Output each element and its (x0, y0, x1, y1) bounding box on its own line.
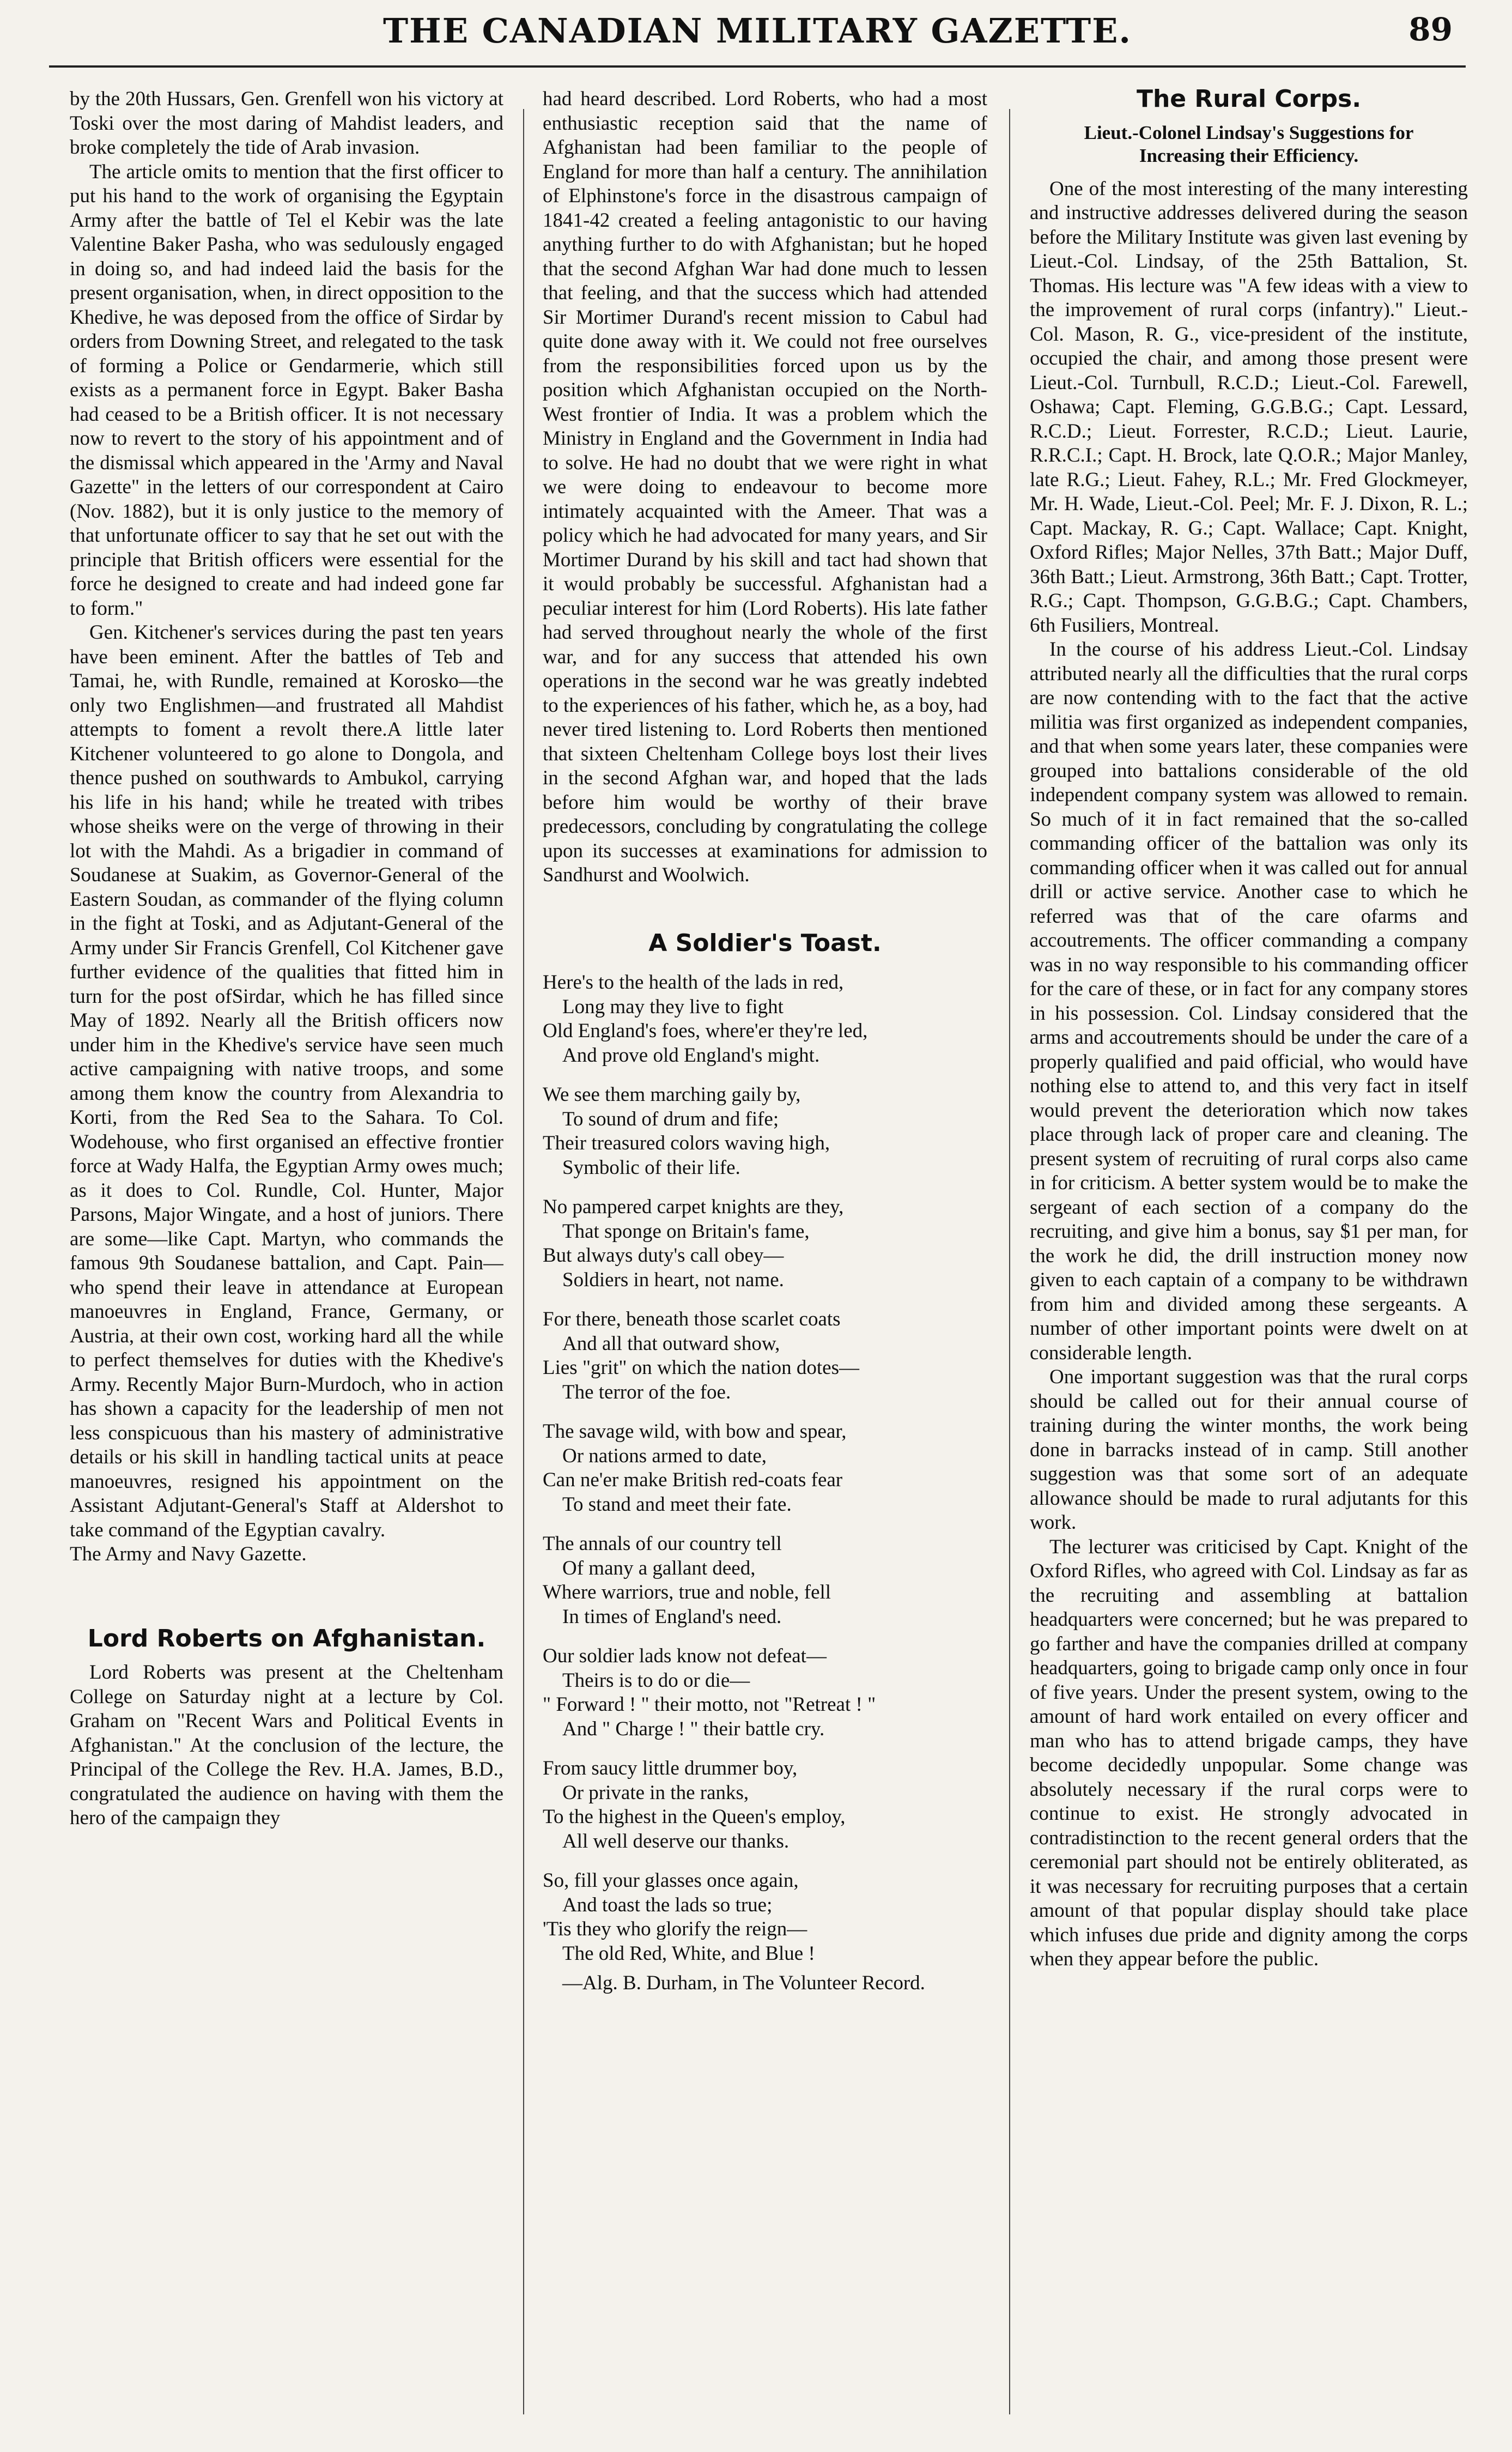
paragraph: The lecturer was criticised by Capt. Knight of the Oxford Rifles, who agreed with Col. Lindsay as far as the recruiting and assembling at battalion headquarters were concerned; but he was prepared to go farther and have the companies drilled at company headquarters, going to brigade camp only once in four of five years. Under the present system, owing to the amount of hard work entailed on every officer and man who has to attend brigade camps, they have become decidedly unpopular. Some change was absolutely necessary if the rural corps were to continue to exist. He strongly advocated in contradistinction to the recent general orders that the ceremonial part should not be entirely obliterated, as it was necessary for recruiting purposes that a certain amount of that popular display should take place which infuses due pride and dignity among the corps when they appear before the public. (1030, 1535, 1468, 1970)
poem-line: And all that outward show, (562, 1332, 780, 1355)
poem-line: To the highest in the Queen's employ, (543, 1806, 846, 1828)
poem-line: Lies "grit" on which the nation dotes— (543, 1357, 859, 1379)
page-number: 89 (1408, 11, 1453, 48)
poem-line: To stand and meet their fate. (562, 1493, 792, 1516)
poem-stanza (543, 1420, 987, 1517)
poem-line: To sound of drum and fife; (562, 1107, 779, 1130)
poem-line: Soldiers in heart, not name. (562, 1268, 784, 1291)
article-subhead: Lieut.-Colonel Lindsay's Suggestions for Increasing their Efficiency. (1084, 122, 1414, 166)
paragraph: had heard described. Lord Roberts, who had a most enthusiastic reception said that the name of Afghanistan had been familiar to the people of England for more than half a century. The annihilation of Elphinstone's force in the disastrous campaign of 1841-42 created a feeling antagonistic to our having anything further to do with Afghanistan; but he hoped that the second Afghan War had done much to lessen that feeling, and that the success which had attended Sir Mortimer Durand's recent mission to Cabul had quite done away with it. We could not free ourselves from the responsibilities forced upon us by the position which Afghanistan occupied on the North-West frontier of India. It was a problem which the Ministry in England and the Government in India had to solve. He had no doubt that we were right in what we were doing to endeavour to become more intimately acquainted with the Ameer. That was a policy which he had advocated for many years, and Sir Mortimer Durand by his skill and tact had shown that it would probably be successful. Afghanistan had a peculiar interest for him (Lord Roberts). His late father had served throughout nearly the whole of the first war, and for any success that attended his own operations in the second war he was greatly indebted to the experiences of his father, which he, as a boy, had never tired listening to. Lord Roberts then mentioned that sixteen Cheltenham College boys lost their lives in the second Afghan war, and hoped that the lads before him would be worthy of their brave predecessors, concluding by congratulating the college upon its successes at examinations for admission to Sandhurst and Woolwich. (543, 88, 987, 886)
column-left (70, 87, 503, 2431)
poem-line: All well deserve our thanks. (562, 1830, 790, 1852)
column-middle (543, 87, 987, 2431)
poem-stanza (543, 1532, 987, 1629)
poem-line: So, fill your glasses once again, (543, 1869, 799, 1892)
poem-stanza (543, 971, 987, 1068)
paragraph: by the 20th Hussars, Gen. Grenfell won his victory at Toski over the most daring of Mahdist leaders, and broke completely the tide of Arab invasion. (70, 88, 503, 159)
poem-line: Long may they live to fight (562, 995, 784, 1018)
poem-line: Theirs is to do or die— (562, 1669, 750, 1692)
paragraph: Gen. Kitchener's services during the past ten years have been eminent. After the battles of Teb and Tamai, he, with Rundle, remained at Korosko—the only two Englishmen—and frustrated all Mahdist attempts to foment a revolt there.A little later Kitchener volunteered to go alone to Dongola, and thence pushed on southwards to Ambukol, carrying his life in his hand; while he treated with tribes whose sheiks were on the verge of throwing in their lot with the Mahdi. As a brigadier in command of Soudanese at Suakim, as Governor-General of the Eastern Soudan, as commander of the flying column in the fight at Toski, and as Adjutant-General of the Army under Sir Francis Grenfell, Col Kitchener gave further evidence of the qualities that fitted him in turn for the post ofSirdar, which he has filled since May of 1892. Nearly all the British officers now under him in the Khedive's service have seen much active campaigning with native troops, and some among them know the country from Alexandria to Korti, from the Red Sea to the Sahara. To Col. Wodehouse, who first organised an effective frontier force at Wady Halfa, the Egyptian Army owes much; as it does to Col. Rundle, Col. Hunter, Major Parsons, Major Wingate, and a host of juniors. There are some—like Capt. Martyn, who commands the famous 9th Soudanese battalion, and Capt. Pain—who spend their leave in attendance at European manoeuvres in England, France, Germany, or Austria, at their own cost, working hard all the while to perfect themselves for duties with the Khedive's Army. Recently Major Burn-Murdoch, who in action has shown a capacity for the leadership of men not less conspicuous than his mastery of administrative details or his skill in handling tactical units at peace manoeuvres, resigned his appointment on the Assistant Adjutant-General's Staff at Aldershot to take command of the Egyptian cavalry. (70, 621, 503, 1541)
poem-line: We see them marching gaily by, (543, 1083, 801, 1106)
column-divider (523, 109, 524, 2414)
poem-line: Their treasured colors waving high, (543, 1132, 830, 1154)
poem-line: Or private in the ranks, (562, 1781, 749, 1804)
column-divider (1009, 109, 1010, 2414)
poem-line: The old Red, White, and Blue ! (562, 1942, 815, 1965)
article-credit: The Army and Navy Gazette. (70, 1543, 307, 1565)
paragraph: In the course of his address Lieut.-Col. Lindsay attributed nearly all the difficulties that the rural corps are now contending with to the fact that the active militia was first organized as independent companies, and that when some years later, these companies were grouped into battalions considerable of the old independent company system was allowed to remain. So much of it in fact remained that the so-called commanding officer of the battalion was only its commanding officer when it was called out for annual drill or active service. Another case to which he referred was that of the care ofarms and accoutrements. The officer commanding a company was in no way responsible to his commanding officer for the care of these, or in fact for any company stores in his possession. Col. Lindsay considered that the arms and accoutrements should be under the care of a properly qualified and paid official, who would have nothing else to attend to, and this very fact in itself would prevent the deterioration which now takes place through lack of proper care and cleaning. The present system of recruiting of rural corps also came in for criticism. A better system would be to make the sergeant of each section of a company do the recruiting, and give him a bonus, say $1 per man, for the work he did, the drill instruction money now given to each captain of a company to be withdrawn from him and divided among these sergeants. A number of other important points were dwelt on at considerable length. (1030, 638, 1468, 1364)
paragraph: One of the most interesting of the many interesting and instructive addresses delivered during the season before the Military Institute was given last evening by Lieut.-Col. Lindsay, of the 25th Battalion, St. Thomas. His lecture was "A few ideas with a view to the improvement of rural corps (infantry)." Lieut.-Col. Mason, R. G., vice-president of the institute, occupied the chair, and among those present were Lieut.-Col. Turnbull, R.C.D.; Lieut.-Col. Farewell, Oshawa; Capt. Fleming, G.G.B.G.; Capt. Lessard, R.C.D.; Lieut. Forrester, R.C.D.; Lieut. Laurie, R.R.C.I.; Capt. H. Brock, late Q.O.R.; Major Manley, late R.G.; Lieut. Fahey, R.L.; Mr. Fred Glockmeyer, Mr. H. Wade, Lieut.-Col. Peel; Mr. F. J. Dixon, R. L.; Capt. Mackay, R. G.; Capt. Wallace; Capt. Knight, Oxford Rifles; Major Nelles, 37th Batt.; Major Duff, 36th Batt.; Lieut. Armstrong, 36th Batt.; Capt. Trotter, R.G.; Capt. Thompson, G.G.B.G.; Capt. Chambers, 6th Fusiliers, Montreal. (1030, 177, 1468, 637)
poem-stanza (543, 1083, 987, 1180)
poem-line: And prove old England's might. (562, 1044, 820, 1067)
poem-stanza (543, 1195, 987, 1292)
poem-stanza (543, 1869, 987, 1966)
poem-line: No pampered carpet knights are they, (543, 1196, 844, 1218)
poem-line: The annals of our country tell (543, 1533, 782, 1555)
poem-line: Of many a gallant deed, (562, 1557, 756, 1579)
paragraph: Lord Roberts was present at the Cheltenham College on Saturday night at a lecture by Col. Graham on "Recent Wars and Political Events in Afghanistan." At the conclusion of the lecture, the Principal of the College the Rev. H.A. James, B.D., congratulated the audience on having with them the hero of the campaign they (70, 1661, 503, 1829)
poem-stanza (543, 1644, 987, 1741)
poem-stanza (543, 1307, 987, 1404)
poem-line: " Forward ! " their motto, not "Retreat ! " (543, 1693, 876, 1716)
poem-line: That sponge on Britain's fame, (562, 1220, 810, 1243)
poem-stanza (543, 1757, 987, 1854)
poem-title: A Soldier's Toast. (648, 929, 882, 957)
poem-line: For there, beneath those scarlet coats (543, 1308, 841, 1330)
poem-line: From saucy little drummer boy, (543, 1757, 798, 1779)
poem-line: Where warriors, true and noble, fell (543, 1581, 831, 1603)
paragraph: One important suggestion was that the rural corps should be called out for their annual course of training during the winter months, the work being done in barracks instead of in camp. Still another suggestion was that some sort of an adequate allowance should be made to rural adjutants for this work. (1030, 1366, 1468, 1534)
poem-line: Can ne'er make British red-coats fear (543, 1469, 843, 1491)
poem-line: But always duty's call obey— (543, 1244, 784, 1267)
poem-line: And toast the lads so true; (562, 1893, 773, 1916)
poem-line: Old England's foes, where'er they're led, (543, 1020, 868, 1042)
poem-line: Symbolic of their life. (562, 1156, 740, 1179)
poem-line: In times of England's need. (562, 1605, 782, 1628)
poem-line: Our soldier lads know not defeat— (543, 1645, 827, 1667)
article-title-rural-corps: The Rural Corps. (1136, 87, 1362, 113)
poem-line: The savage wild, with bow and spear, (543, 1420, 847, 1443)
column-right (1030, 87, 1468, 2431)
poem-line: 'Tis they who glorify the reign— (543, 1918, 807, 1940)
page-header (49, 4, 1466, 68)
masthead: THE CANADIAN MILITARY GAZETTE. (383, 11, 1132, 51)
article-title-lord-roberts: Lord Roberts on Afghanistan. (87, 1624, 486, 1652)
poem-signature: —Alg. B. Durham, in The Volunteer Record. (562, 1972, 925, 1994)
poem-line: And " Charge ! " their battle cry. (562, 1717, 825, 1740)
poem-line: The terror of the foe. (562, 1381, 731, 1403)
poem-line: Or nations armed to date, (562, 1444, 767, 1467)
poem-line: Here's to the health of the lads in red, (543, 971, 844, 994)
paragraph: The article omits to mention that the first officer to put his hand to the work of organising the Egyptain Army after the battle of Tel el Kebir was the late Valentine Baker Pasha, who was sedulously engaged in doing so, and had indeed laid the basis for the present organisation, when, in direct opposition to the Khedive, he was deposed from the office of Sirdar by orders from Downing Street, and relegated to the task of forming a Police or Gendarmerie, which still exists as a permanent force in Egypt. Baker Basha had ceased to be a British officer. It is not necessary now to revert to the story of his appointment and of the dismissal which appeared in the 'Army and Naval Gazette" in the letters of our correspondent at Cairo (Nov. 1882), but it is only justice to the memory of that unfortunate officer to say that he set out with the principle that British officers were essential for the force he designed to create and had indeed gone far to form." (70, 160, 503, 620)
